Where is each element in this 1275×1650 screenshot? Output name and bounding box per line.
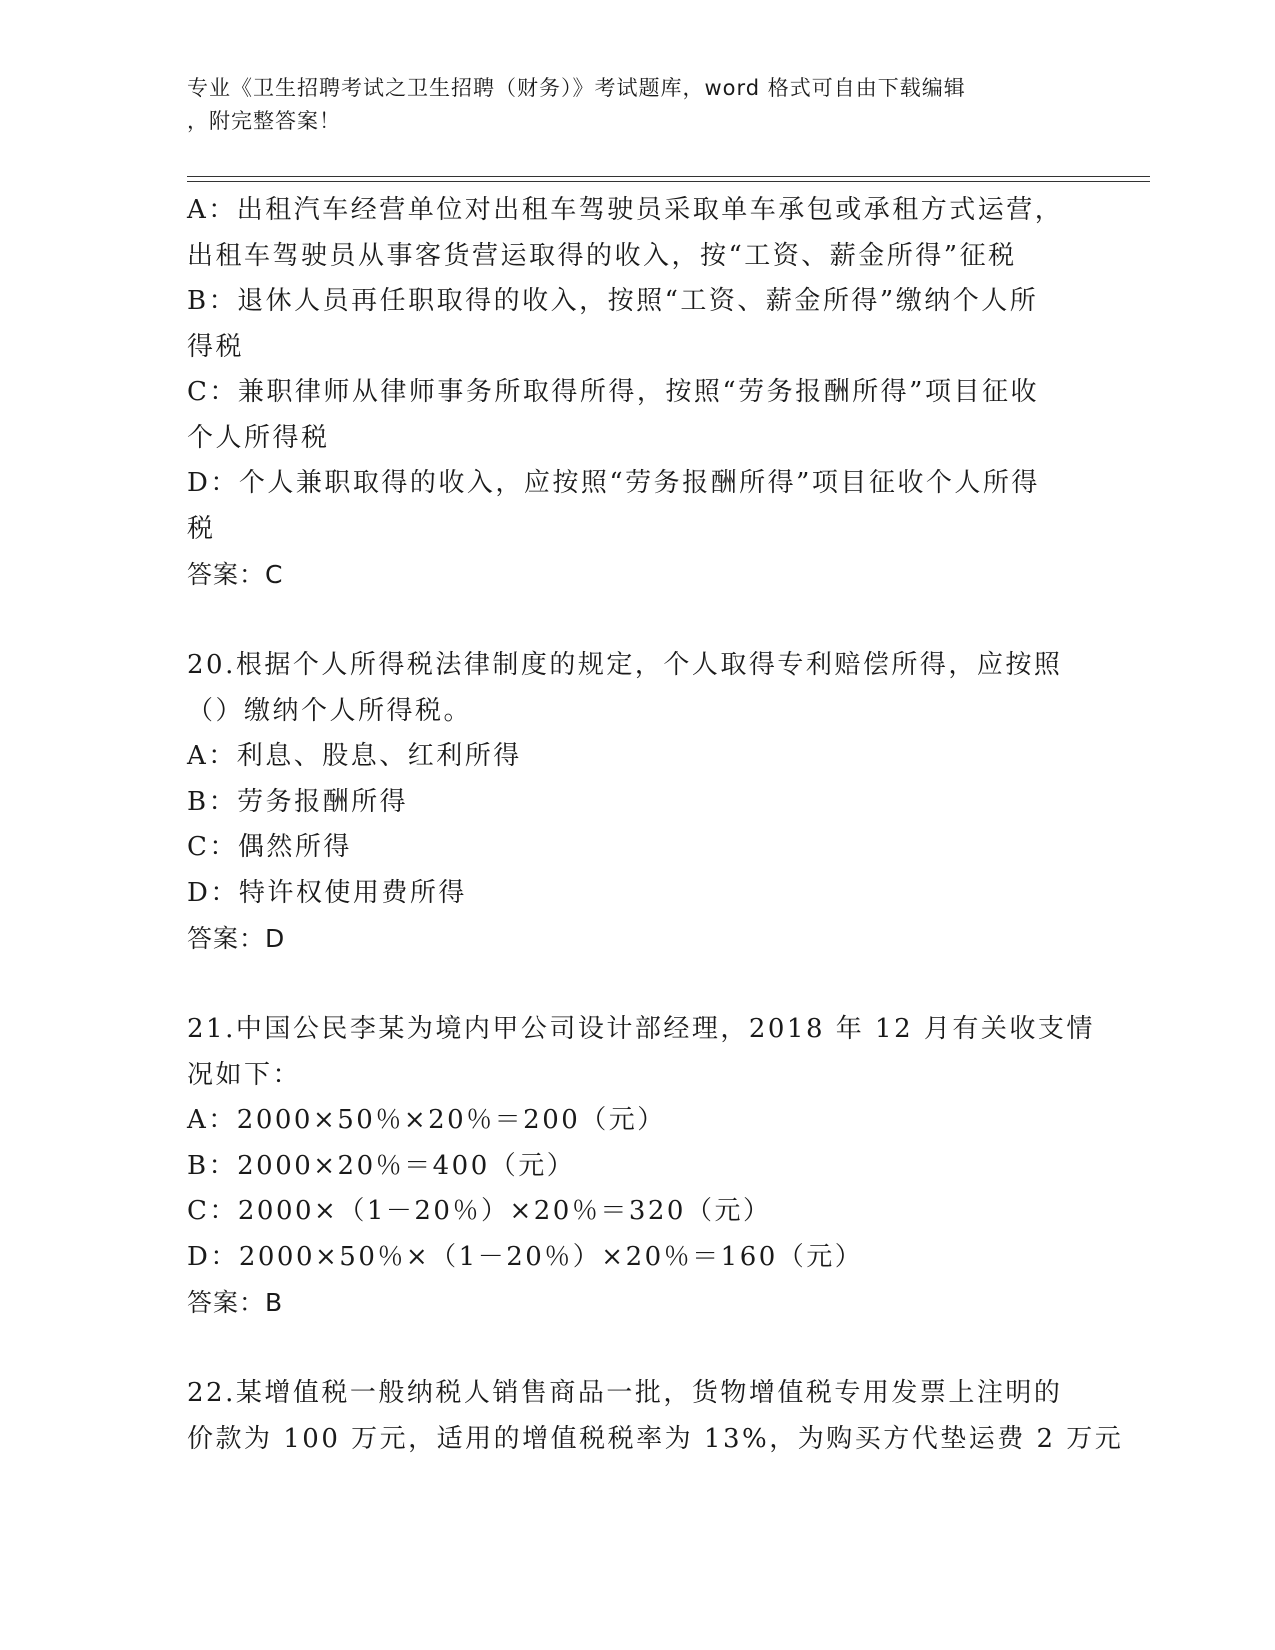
spacer (187, 598, 1077, 644)
header-line-1: 专业《卫生招聘考试之卫生招聘（财务）》考试题库，word 格式可自由下载编辑 (187, 76, 966, 100)
document-header (187, 72, 1067, 138)
question-20 (187, 643, 1077, 962)
q21-option-d: D：2000×50％×（1－20％）×20％＝160（元） (187, 1241, 864, 1272)
q21-stem-line2: 况如下： (187, 1059, 302, 1090)
spacer (187, 962, 1077, 1008)
q20-option-d: D：特许权使用费所得 (187, 877, 467, 908)
question-list (187, 188, 1124, 1462)
q21-stem-line1: 21.中国公民李某为境内甲公司设计部经理，2018 年 12 月有关收支情 (187, 1014, 1095, 1044)
q21-option-b: B：2000×20％＝400（元） (187, 1150, 576, 1181)
header-divider-top (187, 176, 1150, 177)
q21-answer: 答案：B (187, 1288, 284, 1317)
q19-option-d-line2: 税 (187, 513, 216, 544)
question-22 (187, 1371, 1124, 1462)
q19-option-a-line1: A：出租汽车经营单位对出租车驾驶员采取单车承包或承租方式运营， (187, 195, 1064, 225)
q19-option-c-line1: C：兼职律师从律师事务所取得所得，按照“劳务报酬所得”项目征收 (187, 377, 1039, 407)
q19-option-b-line2: 得税 (187, 331, 245, 362)
q20-option-a: A：利息、股息、红利所得 (187, 741, 522, 771)
question-19 (187, 188, 1077, 598)
q19-answer: 答案：C (187, 560, 284, 589)
q19-option-a-line2: 出租车驾驶员从事客货营运取得的收入，按“工资、薪金所得”征税 (187, 240, 1017, 271)
q20-stem-line1: 20.根据个人所得税法律制度的规定，个人取得专利赔偿所得，应按照 (187, 650, 1063, 680)
q19-option-d-line1: D：个人兼职取得的收入，应按照“劳务报酬所得”项目征收个人所得 (187, 468, 1040, 498)
header-line-2: ，附完整答案！ (187, 109, 341, 133)
q21-option-c: C：2000×（1－20％）×20％＝320（元） (187, 1196, 772, 1226)
q20-option-c: C：偶然所得 (187, 832, 352, 862)
q19-option-c-line2: 个人所得税 (187, 422, 330, 453)
spacer (187, 1326, 1077, 1372)
q19-option-b-line1: B：退休人员再任职取得的收入，按照“工资、薪金所得”缴纳个人所 (187, 286, 1039, 316)
q22-stem-line1: 22.某增值税一般纳税人销售商品一批，货物增值税专用发票上注明的 (187, 1378, 1063, 1408)
q20-option-b: B：劳务报酬所得 (187, 786, 409, 817)
q21-option-a: A：2000×50％×20％＝200（元） (187, 1105, 666, 1135)
q22-stem-line2: 价款为 100 万元，适用的增值税税率为 13%，为购买方代垫运费 2 万元 (187, 1423, 1124, 1454)
header-divider-bottom (187, 181, 1150, 182)
question-21 (187, 1007, 1095, 1326)
q20-answer: 答案：D (187, 924, 286, 953)
q20-stem-line2: （）缴纳个人所得税。 (187, 695, 473, 726)
